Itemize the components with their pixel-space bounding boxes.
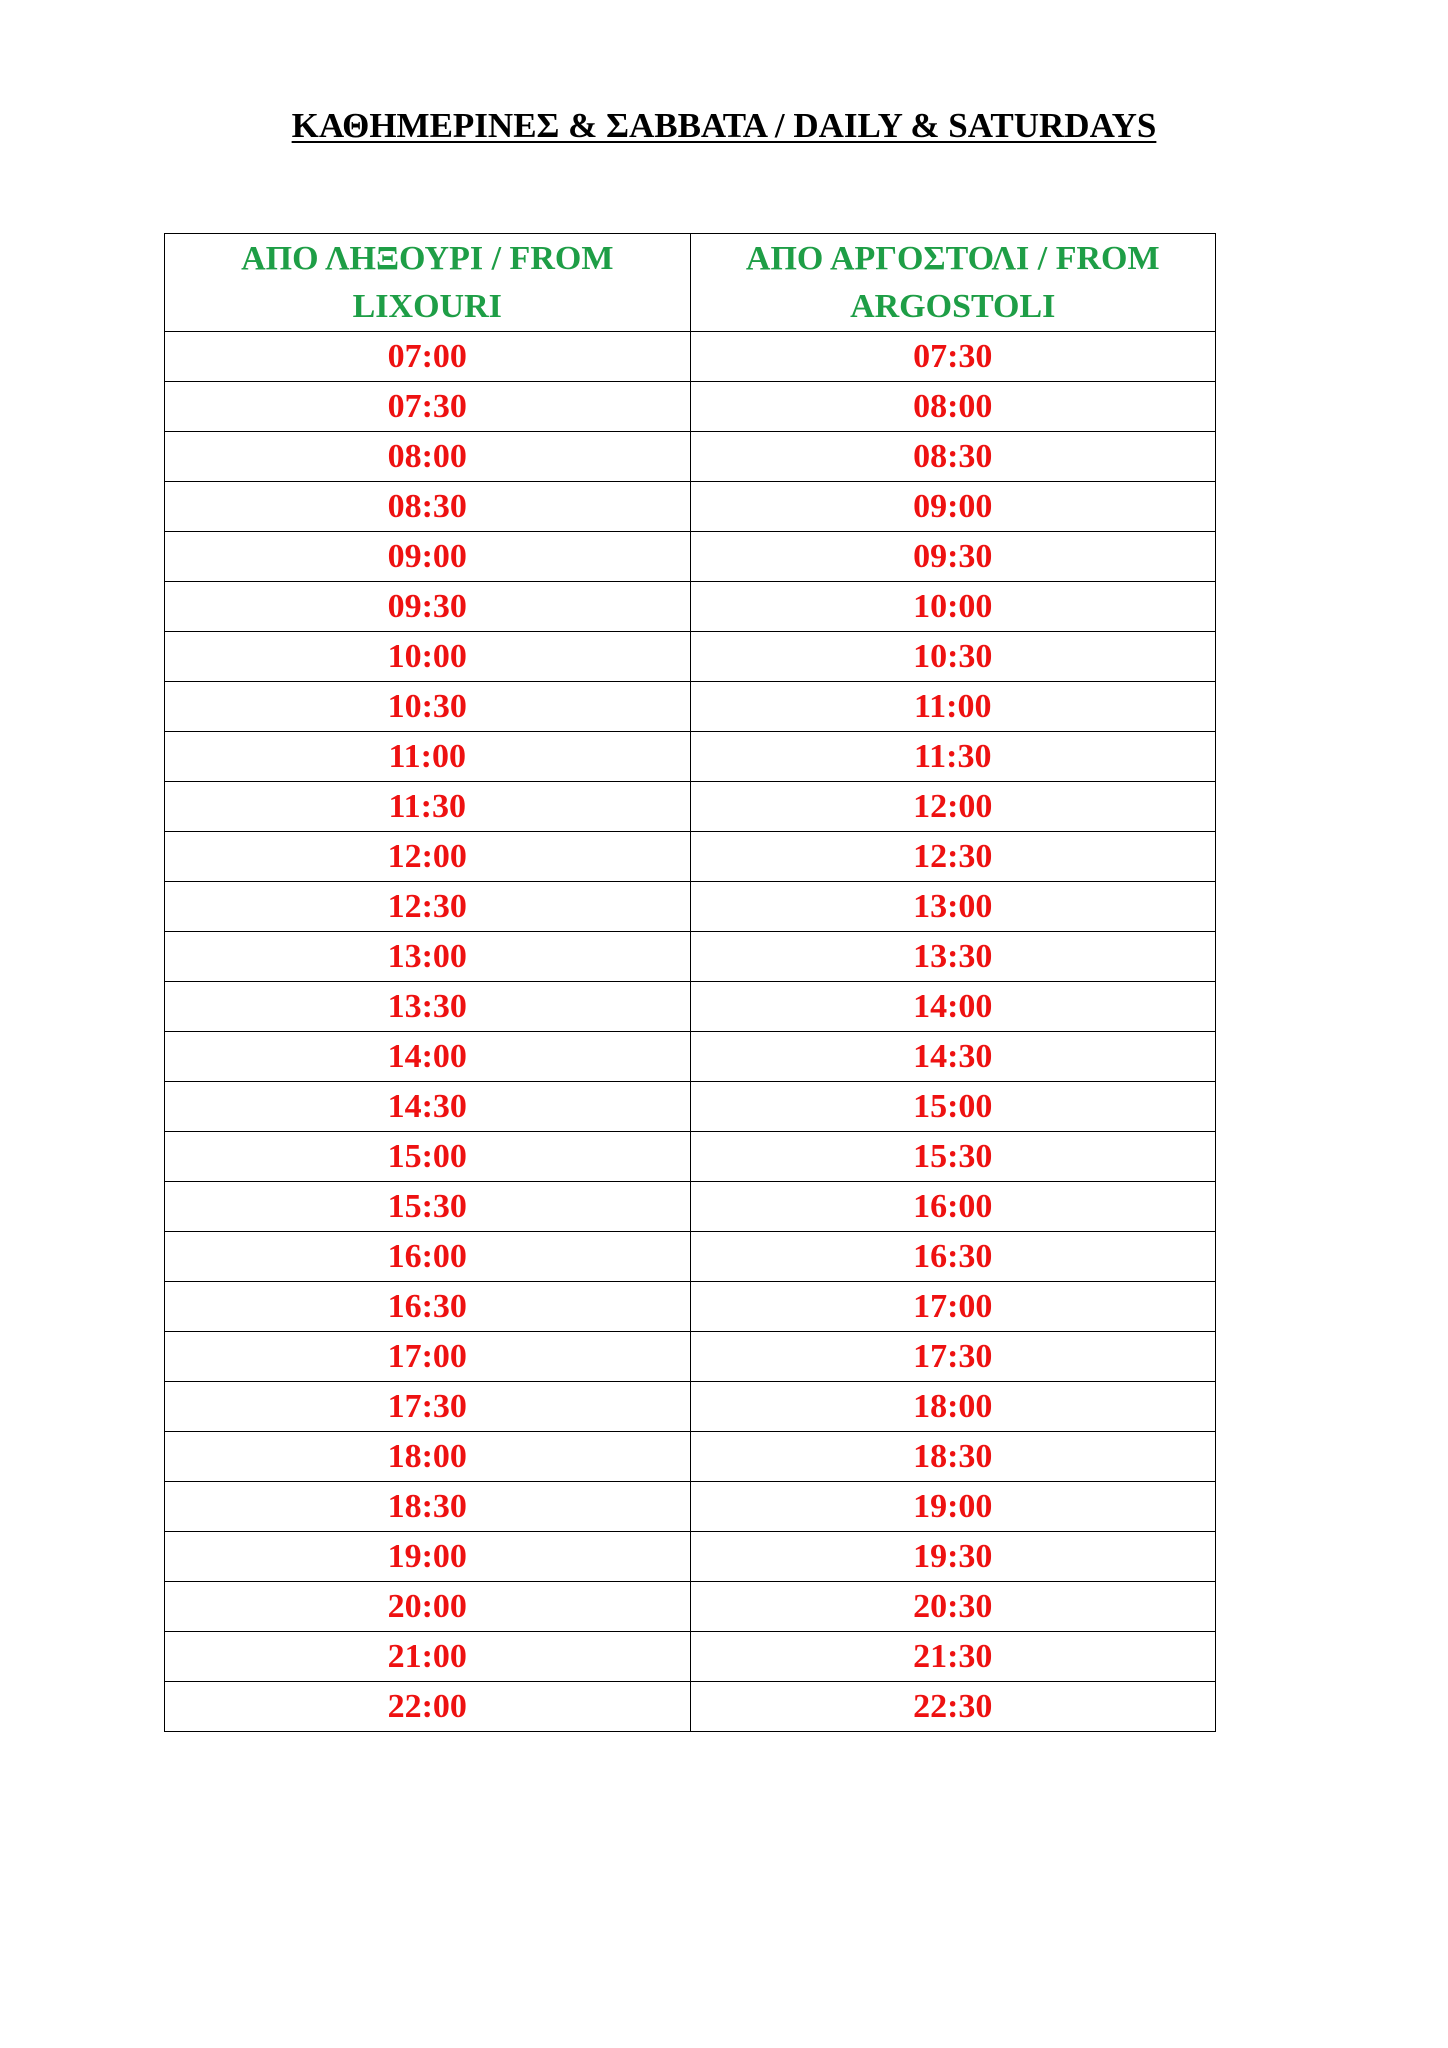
departure-argostoli-cell: 16:30 [690, 1232, 1216, 1282]
table-row [165, 1032, 1216, 1082]
departure-lixouri-cell: 19:00 [165, 1532, 691, 1582]
table-row [165, 1532, 1216, 1582]
departure-lixouri-cell: 11:30 [165, 782, 691, 832]
departure-lixouri-cell: 22:00 [165, 1682, 691, 1732]
table-row [165, 1382, 1216, 1432]
page-title-text: ΚΑΘΗΜΕΡΙΝΕΣ & ΣΑΒΒΑΤΑ / DAILY & SATURDAYS [291, 106, 1157, 145]
departure-lixouri-cell: 17:00 [165, 1332, 691, 1382]
departure-argostoli-cell: 12:00 [690, 782, 1216, 832]
table-row [165, 382, 1216, 432]
departure-lixouri-cell: 14:30 [165, 1082, 691, 1132]
departure-argostoli-cell: 10:00 [690, 582, 1216, 632]
table-row [165, 682, 1216, 732]
departure-argostoli-cell: 08:00 [690, 382, 1216, 432]
departure-lixouri-cell: 08:30 [165, 482, 691, 532]
table-row [165, 782, 1216, 832]
timetable [164, 233, 1216, 1732]
table-row [165, 532, 1216, 582]
table-row [165, 1182, 1216, 1232]
departure-lixouri-cell: 13:00 [165, 932, 691, 982]
departure-argostoli-cell: 20:30 [690, 1582, 1216, 1632]
table-row [165, 982, 1216, 1032]
departure-lixouri-cell: 09:30 [165, 582, 691, 632]
departure-argostoli-cell: 13:30 [690, 932, 1216, 982]
table-row [165, 932, 1216, 982]
timetable-header [165, 234, 1216, 332]
table-row [165, 1132, 1216, 1182]
departure-argostoli-cell: 17:00 [690, 1282, 1216, 1332]
departure-argostoli-cell: 19:30 [690, 1532, 1216, 1582]
table-row [165, 1632, 1216, 1682]
departure-lixouri-cell: 14:00 [165, 1032, 691, 1082]
table-row [165, 1282, 1216, 1332]
departure-argostoli-cell: 21:30 [690, 1632, 1216, 1682]
table-row [165, 732, 1216, 782]
departure-argostoli-cell: 09:00 [690, 482, 1216, 532]
departure-lixouri-cell: 07:30 [165, 382, 691, 432]
departure-argostoli-cell: 11:30 [690, 732, 1216, 782]
departure-argostoli-cell: 16:00 [690, 1182, 1216, 1232]
timetable-body [165, 332, 1216, 1732]
table-row [165, 1332, 1216, 1382]
table-row [165, 1682, 1216, 1732]
table-row [165, 332, 1216, 382]
departure-lixouri-cell: 12:30 [165, 882, 691, 932]
column-header-from-argostoli: ΑΠΟ ΑΡΓΟΣΤΟΛΙ / FROM ARGOSTOLI [690, 234, 1216, 332]
departure-argostoli-cell: 14:00 [690, 982, 1216, 1032]
departure-argostoli-cell: 19:00 [690, 1482, 1216, 1532]
table-row [165, 832, 1216, 882]
departure-argostoli-cell: 14:30 [690, 1032, 1216, 1082]
departure-lixouri-cell: 20:00 [165, 1582, 691, 1632]
table-row [165, 1232, 1216, 1282]
departure-argostoli-cell: 11:00 [690, 682, 1216, 732]
table-row [165, 482, 1216, 532]
departure-lixouri-cell: 18:30 [165, 1482, 691, 1532]
table-row [165, 632, 1216, 682]
departure-argostoli-cell: 17:30 [690, 1332, 1216, 1382]
departure-lixouri-cell: 10:00 [165, 632, 691, 682]
departure-argostoli-cell: 15:30 [690, 1132, 1216, 1182]
table-row [165, 582, 1216, 632]
table-row [165, 1432, 1216, 1482]
table-row [165, 882, 1216, 932]
departure-lixouri-cell: 08:00 [165, 432, 691, 482]
table-row [165, 432, 1216, 482]
departure-lixouri-cell: 18:00 [165, 1432, 691, 1482]
departure-lixouri-cell: 13:30 [165, 982, 691, 1032]
table-row [165, 1582, 1216, 1632]
departure-argostoli-cell: 12:30 [690, 832, 1216, 882]
departure-argostoli-cell: 18:30 [690, 1432, 1216, 1482]
departure-argostoli-cell: 15:00 [690, 1082, 1216, 1132]
departure-lixouri-cell: 16:30 [165, 1282, 691, 1332]
departure-lixouri-cell: 15:00 [165, 1132, 691, 1182]
departure-argostoli-cell: 08:30 [690, 432, 1216, 482]
page-title [0, 106, 1448, 146]
departure-argostoli-cell: 13:00 [690, 882, 1216, 932]
departure-argostoli-cell: 07:30 [690, 332, 1216, 382]
departure-argostoli-cell: 09:30 [690, 532, 1216, 582]
header-row [165, 234, 1216, 332]
column-header-from-lixouri: ΑΠΟ ΛΗΞΟΥΡΙ / FROM LIXOURI [165, 234, 691, 332]
departure-argostoli-cell: 22:30 [690, 1682, 1216, 1732]
departure-argostoli-cell: 10:30 [690, 632, 1216, 682]
departure-lixouri-cell: 21:00 [165, 1632, 691, 1682]
departure-lixouri-cell: 10:30 [165, 682, 691, 732]
departure-lixouri-cell: 16:00 [165, 1232, 691, 1282]
departure-lixouri-cell: 12:00 [165, 832, 691, 882]
departure-lixouri-cell: 15:30 [165, 1182, 691, 1232]
departure-lixouri-cell: 09:00 [165, 532, 691, 582]
departure-lixouri-cell: 17:30 [165, 1382, 691, 1432]
departure-lixouri-cell: 11:00 [165, 732, 691, 782]
table-row [165, 1082, 1216, 1132]
departure-argostoli-cell: 18:00 [690, 1382, 1216, 1432]
departure-lixouri-cell: 07:00 [165, 332, 691, 382]
table-row [165, 1482, 1216, 1532]
